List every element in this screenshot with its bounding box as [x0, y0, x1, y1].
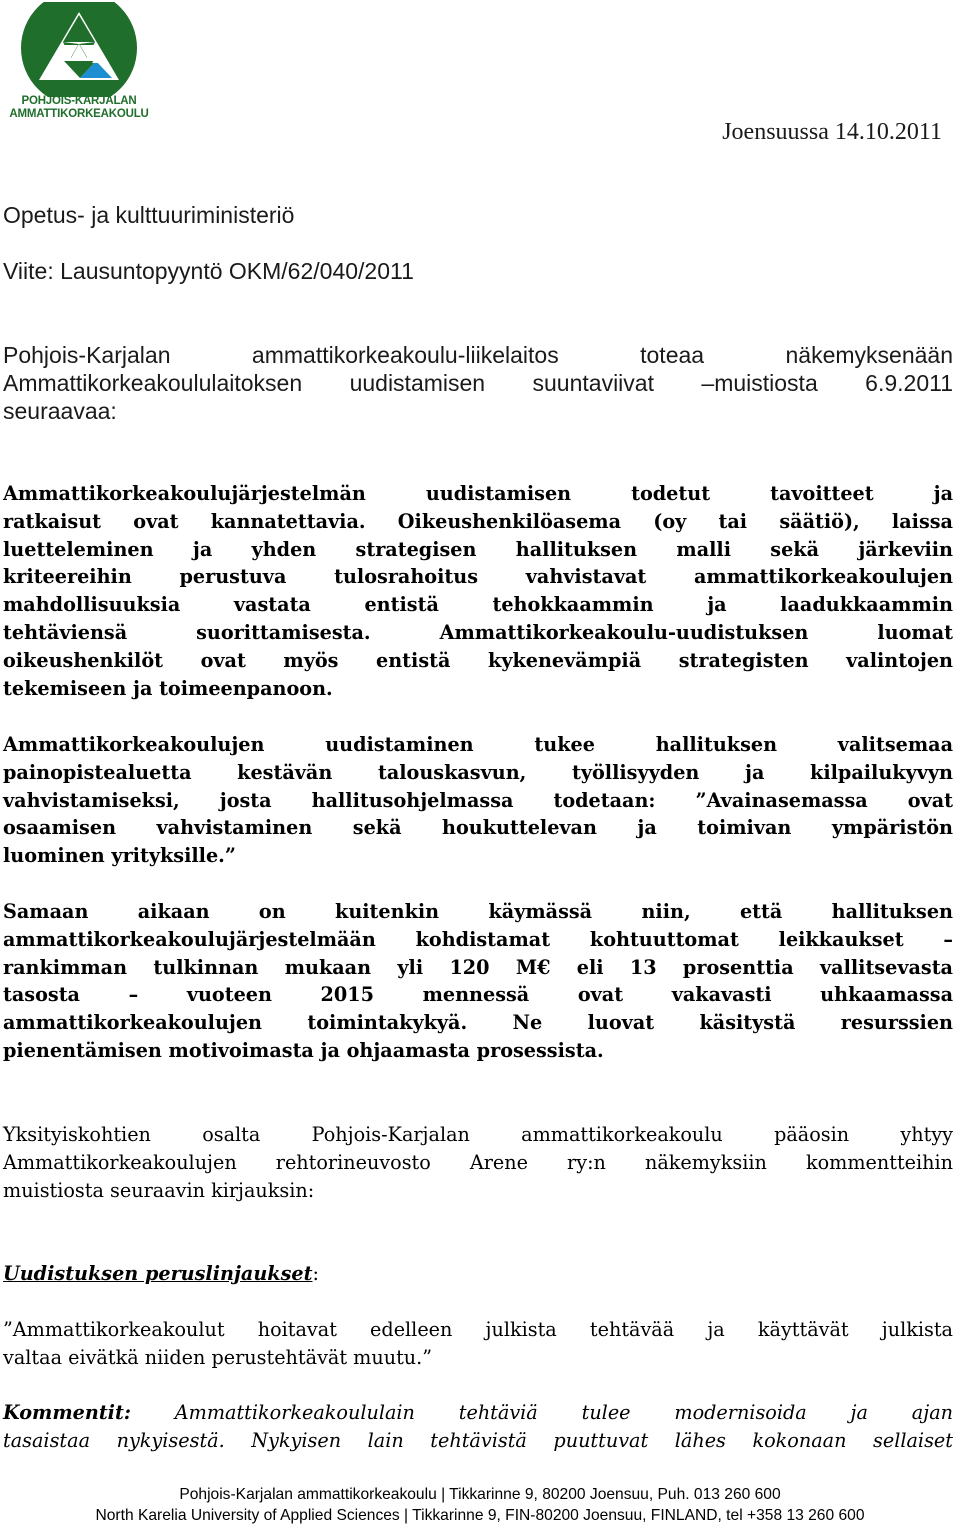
paragraph-4 [3, 1121, 953, 1204]
paragraph-line: mahdollisuuksia vastata entistä tehokkaammin ja laadukkaammin [3, 593, 953, 617]
bold-paragraph-3 [3, 898, 953, 1065]
paragraph-line: vahvistamiseksi, josta hallitusohjelmassa todetaan: ”Avainasemassa ovat [3, 788, 953, 812]
paragraph-line: osaamisen vahvistaminen sekä houkuttelevan ja toimivan ympäristön [3, 816, 953, 840]
logo-emblem-icon [4, 2, 154, 97]
logo-line-2: AMMATTIKORKEAKOULU [9, 108, 149, 120]
paragraph-line: luominen yrityksille.” [3, 844, 236, 868]
section-heading [3, 1260, 953, 1288]
recipient: Opetus- ja kulttuuriministeriö [3, 202, 295, 228]
paragraph-line: tehtäviensä suorittamisesta. Ammattikorkeakoulu-uudistuksen luomat [3, 620, 953, 644]
paragraph-line: rankimman tulkinnan mukaan yli 120 M€ eli 13 prosenttia vallitsevasta [3, 955, 953, 979]
paragraph-line: kriteereihin perustuva tulosrahoitus vahvistavat ammattikorkeakoulujen [3, 565, 953, 589]
comment-line [3, 1399, 953, 1427]
paragraph-line: pienentämisen motivoimasta ja ohjaamasta prosessista. [3, 1038, 604, 1062]
university-logo [4, 2, 154, 122]
reference-line: Viite: Lausuntopyyntö OKM/62/040/2011 [3, 258, 414, 284]
intro-line: seuraavaa: [3, 398, 117, 424]
bold-paragraph-1 [3, 480, 953, 702]
quote-line: ”Ammattikorkeakoulut hoitavat edelleen julkista tehtävää ja käyttävät julkista [3, 1318, 953, 1341]
paragraph-line: ratkaisut ovat kannatettavia. Oikeushenkilöasema (oy tai säätiö), laissa [3, 509, 953, 533]
section-heading-colon: : [312, 1262, 319, 1285]
comment-line: tasaistaa nykyisestä. Nykyisen lain tehtävistä puuttuvat lähes kokonaan sellaiset [3, 1428, 953, 1452]
intro-paragraph [3, 341, 953, 425]
paragraph-line: Ammattikorkeakoulujen uudistaminen tukee hallituksen valitsemaa [3, 733, 953, 756]
bold-paragraph-2 [3, 731, 953, 870]
section-heading-text: Uudistuksen peruslinjaukset [3, 1262, 313, 1285]
paragraph-line: painopistealuetta kestävän talouskasvun, työllisyyden ja kilpailukyvyn [3, 760, 953, 784]
paragraph-line: tasosta – vuoteen 2015 mennessä ovat vakavasti uhkaamassa [3, 983, 953, 1007]
quote-line: valtaa eivätkä niiden perustehtävät muutu.” [3, 1345, 433, 1369]
comment-paragraph [3, 1399, 953, 1455]
paragraph-line: Samaan aikaan on kuitenkin käymässä niin, että hallituksen [3, 900, 953, 923]
paragraph-line: muistiosta seuraavin kirjauksin: [3, 1178, 315, 1202]
paragraph-line: ammattikorkeakoulujen toimintakykyä. Ne luovat käsitystä resurssien [3, 1011, 953, 1035]
paragraph-line: oikeushenkilöt ovat myös entistä kykenevämpiä strategisten valintojen [3, 648, 953, 672]
paragraph-line: Ammattikorkeakoulujen rehtorineuvosto Arene ry:n näkemyksiin kommentteihin [3, 1150, 953, 1174]
intro-line: Ammattikorkeakoululaitoksen uudistamisen suuntaviivat –muistiosta 6.9.2011 [3, 370, 953, 396]
logo-line-1: POHJOIS-KARJALAN [21, 95, 137, 107]
paragraph-line: tekemiseen ja toimeenpanoon. [3, 676, 333, 700]
comment-label: Kommentit: [3, 1401, 131, 1424]
paragraph-line: ammattikorkeakoulujärjestelmään kohdistamat kohtuuttomat leikkaukset – [3, 927, 953, 951]
footer-line-fi: Pohjois-Karjalan ammattikorkeakoulu | Tikkarinne 9, 80200 Joensuu, Puh. 013 260 600 [179, 1486, 781, 1503]
comment-text: Ammattikorkeakoululain tehtäviä tulee modernisoida ja ajan [130, 1401, 953, 1424]
paragraph-line: luetteleminen ja yhden strategisen hallituksen malli sekä järkeviin [3, 537, 953, 561]
letter-date: Joensuussa 14.10.2011 [722, 119, 942, 145]
paragraph-line: Ammattikorkeakoulujärjestelmän uudistamisen todetut tavoitteet ja [3, 482, 953, 505]
paragraph-line: Yksityiskohtien osalta Pohjois-Karjalan ammattikorkeakoulu pääosin yhtyy [3, 1123, 953, 1146]
intro-line: Pohjois-Karjalan ammattikorkeakoulu-liikelaitos toteaa näkemyksenään [3, 342, 953, 368]
quote-paragraph [3, 1316, 953, 1372]
footer-line-en: North Karelia University of Applied Sciences | Tikkarinne 9, FIN-80200 Joensuu, FINLAND, tel +358 13 260 600 [95, 1507, 865, 1524]
